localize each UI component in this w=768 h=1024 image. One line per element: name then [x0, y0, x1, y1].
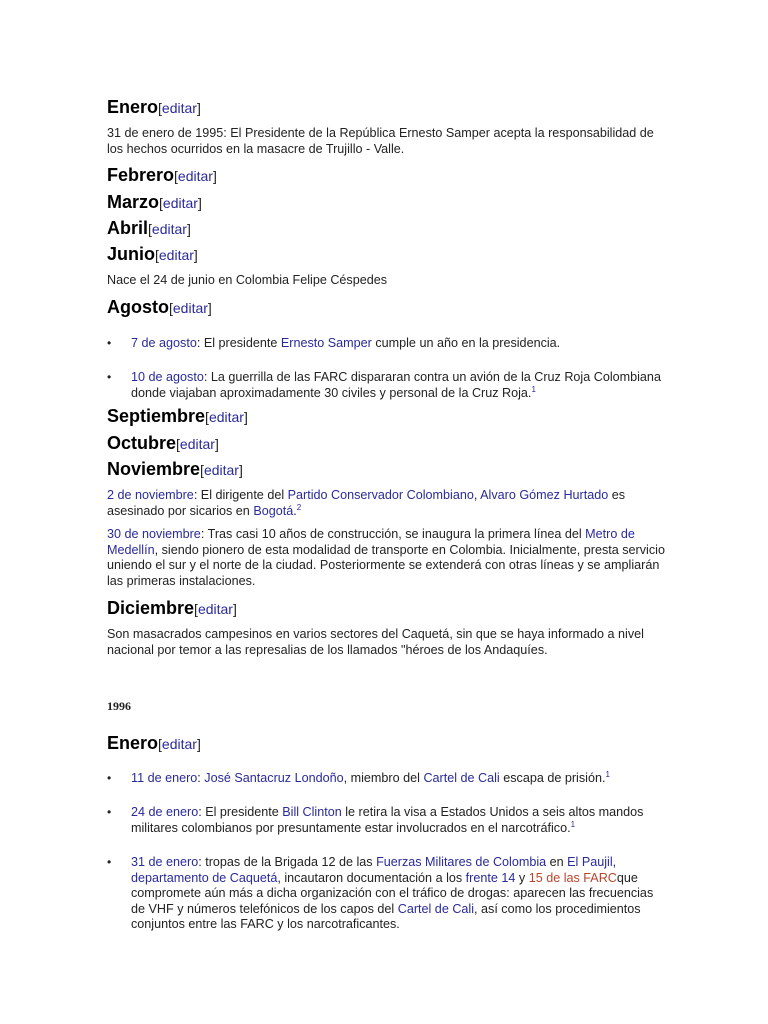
list-item-ago1: 7 de agosto: El presidente Ernesto Samper cumple un año en la presidencia.: [131, 336, 561, 350]
edit-link[interactable]: editar: [158, 247, 194, 263]
person-link[interactable]: Bill Clinton: [282, 805, 342, 819]
reference-link[interactable]: 1: [605, 769, 610, 779]
heading-junio: Junio[editar]: [107, 244, 198, 264]
edit-link[interactable]: editar: [161, 100, 197, 116]
paragraph-enero: 31 de enero de 1995: El Presidente de la República Ernesto Samper acepta la responsabilidad de los hechos ocurridos en la masacre de Trujillo - Valle.: [107, 126, 654, 156]
person-link[interactable]: José Santacruz Londoño: [204, 771, 344, 785]
bullet: •: [107, 855, 112, 869]
front-link[interactable]: frente 14: [465, 870, 516, 885]
heading-marzo: Marzo[editar]: [107, 192, 202, 212]
city-link[interactable]: Bogotá: [253, 503, 294, 518]
front-redlink[interactable]: 15 de las FARC: [528, 870, 617, 885]
bullet: •: [107, 805, 112, 819]
cartel-link[interactable]: Cartel de Cali: [423, 771, 500, 785]
heading-noviembre: Noviembre[editar]: [107, 459, 243, 479]
paragraph-diciembre: Son masacrados campesinos en varios sectores del Caquetá, sin que se haya informado a nivel nacional por temor a las represalias de los llamados "héroes de los Andaquíes.: [107, 627, 644, 657]
place-link[interactable]: El Paujil, departamento de Caquetá: [131, 855, 617, 885]
bullet: •: [107, 771, 112, 785]
edit-link[interactable]: editar: [197, 601, 233, 617]
date-link[interactable]: 31 de enero: [131, 855, 199, 869]
edit-link[interactable]: editar: [172, 300, 208, 316]
date-link[interactable]: 24 de enero: [131, 805, 199, 819]
heading-febrero: Febrero[editar]: [107, 165, 217, 185]
date-link[interactable]: 2 de noviembre: [107, 488, 194, 502]
year-heading: 1996: [107, 699, 131, 713]
heading-enero-1996: Enero[editar]: [107, 733, 201, 753]
reference-link[interactable]: 1: [531, 384, 536, 394]
cartel-link[interactable]: Cartel de Cali: [397, 901, 475, 916]
bullet: •: [107, 336, 112, 350]
metro-link[interactable]: Metro de Medellín: [107, 527, 635, 557]
bullet: •: [107, 370, 112, 384]
edit-link[interactable]: editar: [208, 409, 244, 425]
edit-link[interactable]: editar: [203, 462, 239, 478]
heading-enero: Enero[editar]: [107, 97, 201, 117]
date-link[interactable]: 30 de noviembre: [107, 527, 201, 541]
reference-link[interactable]: 2: [296, 502, 302, 512]
list-item-ago2: 10 de agosto: La guerrilla de las FARC dispararan contra un avión de la Cruz Roja Colombiana donde viajaban aproximadamente 30 civiles y personal de la Cruz Roja.$^1$: [131, 370, 661, 400]
heading-abril: Abril[editar]: [107, 218, 191, 238]
paragraph-nov2: 30 de noviembre: Tras casi 10 años de construcción, se inaugura la primera línea del Metro de Medellín, siendo pionero de esta modalidad de transporte en Colombia. Inicialmente, presta servicio uniendo el sur y el norte de la ciudad. Posteriormente se extenderá con otras líneas y se ampliarán las primeras instalaciones.: [107, 527, 665, 588]
reference-link[interactable]: 1: [570, 819, 576, 829]
heading-diciembre: Diciembre[editar]: [107, 598, 237, 618]
edit-link[interactable]: editar: [177, 168, 213, 184]
edit-link[interactable]: editar: [161, 736, 197, 752]
person-link[interactable]: Ernesto Samper: [280, 336, 372, 350]
list-item-e3: 31 de enero: tropas de la Brigada 12 de las Fuerzas Militares de Colombia en El Paujil, departamento de Caquetá, incautaron documentación a los frente 14 y 15 de las FARCque compromete aún más a dicha organización con el tráfico de drogas: aparecen las frecuencias de VHF y números telefónicos de los capos del Cartel de Cali, así como los procedimientos conjuntos entre las FARC y los narcotraficantes.: [131, 855, 654, 932]
paragraph-nov1: 2 de noviembre: El dirigente del Partido Conservador Colombiano, Alvaro Gómez Hurtado es asesinado por sicarios en Bogotá.$^2$: [107, 488, 626, 518]
party-link[interactable]: Partido Conservador Colombiano: [287, 488, 474, 502]
list-item-e2: 24 de enero: El presidente Bill Clinton le retira la visa a Estados Unidos a seis altos mandos militares colombianos por presuntamente estar involucrados en el narcotráfico.$^1$: [131, 805, 644, 835]
date-link[interactable]: 7 de agosto: [131, 336, 197, 350]
date-link[interactable]: 11 de enero: [131, 771, 198, 785]
edit-link[interactable]: editar: [151, 221, 187, 237]
person-link[interactable]: Alvaro Gómez Hurtado: [480, 488, 609, 502]
heading-agosto: Agosto[editar]: [107, 297, 212, 317]
list-item-e1: 11 de enero: José Santacruz Londoño, miembro del Cartel de Cali escapa de prisión.$^1$: [131, 769, 610, 785]
edit-link[interactable]: editar: [179, 436, 215, 452]
paragraph-junio: Nace el 24 de junio en Colombia Felipe Céspedes: [107, 273, 388, 287]
heading-septiembre: Septiembre[editar]: [107, 406, 248, 426]
date-link[interactable]: 10 de agosto: [131, 370, 204, 384]
military-link[interactable]: Fuerzas Militares de Colombia: [376, 855, 547, 869]
edit-link[interactable]: editar: [162, 195, 198, 211]
heading-octubre: Octubre[editar]: [107, 433, 219, 453]
